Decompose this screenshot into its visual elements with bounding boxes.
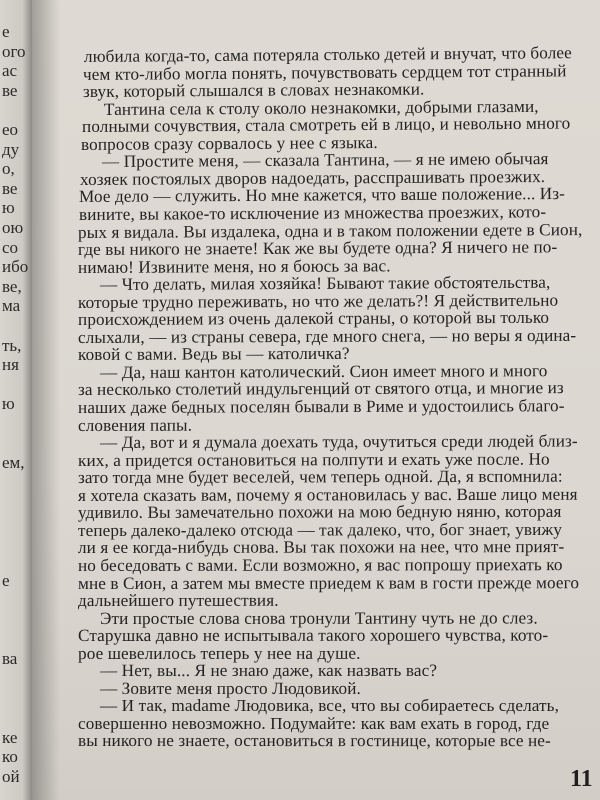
text-line: за несколько столетий индульгенций от святого отца, и многие из bbox=[77, 378, 564, 400]
adjacent-page-fragment: ю bbox=[2, 198, 15, 218]
adjacent-page-fragment: ва bbox=[2, 649, 18, 669]
text-line: — Да, вот и я думала доехать туда, очутиться среди людей близ- bbox=[99, 431, 578, 453]
text-line: хозяек постоялых дворов надоедать, расспрашивать проезжих. bbox=[79, 166, 545, 189]
adjacent-page-fragment: о, bbox=[2, 159, 15, 179]
adjacent-page-edge bbox=[0, 0, 32, 800]
text-line: вините, вы какое-то исключение из множества проезжих, кото- bbox=[78, 202, 546, 224]
text-line: чем кто-либо могла понять, почувствовать сердцем тот странный bbox=[83, 60, 567, 84]
text-line: рых я видала. Вы издалека, одна и в таком положении едете в Сион, bbox=[77, 219, 583, 242]
text-line: Эти простые слова снова тронули Тантину чуть не до слез. bbox=[99, 608, 538, 628]
text-line: — Да, наш кантон католический. Сион имеет много и много bbox=[99, 361, 548, 382]
text-line: слыхали, — из страны севера, где много снега, — но веры я одина- bbox=[77, 325, 577, 347]
text-line: где вы никого не знаете! Как же вы будете одна? Я ничего не по- bbox=[77, 237, 558, 260]
text-line: звук, который слышался в словах незнакомки. bbox=[82, 79, 425, 102]
adjacent-page-fragment: е bbox=[2, 570, 10, 590]
text-line: — Что делать, милая хозяйка! Бывают такие обстоятельства, bbox=[99, 272, 551, 295]
adjacent-page-fragment: ть, bbox=[2, 335, 22, 355]
text-line: словения папы. bbox=[77, 415, 193, 435]
adjacent-page-fragment: ой bbox=[2, 766, 20, 786]
adjacent-page-fragment: ве bbox=[2, 178, 18, 198]
text-line: ковой с вами. Ведь вы — католичка? bbox=[77, 344, 350, 365]
text-line: зато тогда мне будет веселей, чем теперь одной. Да, я вспомнила: bbox=[77, 466, 563, 488]
adjacent-page-fragment: ко bbox=[2, 747, 18, 767]
text-line: вы никого не знаете, остановиться в гостинице, которые все не- bbox=[77, 731, 551, 751]
text-line: мне в Сион, а затем мы вместе приедем к вам в гости прежде моего bbox=[77, 572, 580, 593]
text-line: Мое дело — служить. Но мне кажется, что ваше положение... Из- bbox=[79, 184, 566, 207]
adjacent-page-fragment: ду bbox=[2, 139, 20, 159]
adjacent-page-fragment: ого bbox=[2, 41, 26, 61]
page-number: 11 bbox=[570, 766, 593, 792]
text-line: удивило. Вы замечательно похожи на мою бедную няню, которая bbox=[77, 502, 562, 523]
text-line: — И так, madame Людовика, все, что вы собираетесь сделать, bbox=[99, 696, 560, 716]
adjacent-page-fragment: ас bbox=[2, 61, 18, 81]
text-line: — Нет, вы... Я не знаю даже, как назвать вас? bbox=[99, 661, 438, 681]
adjacent-page-fragment: ем, bbox=[2, 453, 25, 473]
adjacent-page-fragment: ня bbox=[2, 355, 19, 375]
adjacent-page-fragment: ке bbox=[2, 727, 18, 747]
adjacent-page-fragment: ма bbox=[2, 296, 21, 316]
text-line: — Простите меня, — сказала Тантина, — я не имею обычая bbox=[102, 149, 549, 172]
text-line: дальнейшего путешествия. bbox=[77, 590, 279, 611]
text-line: любила когда-то, сама потеряла столько детей и внучат, что более bbox=[83, 43, 572, 66]
book-page bbox=[32, 0, 600, 800]
text-line: вопросов сразу сорвалось у нее с языка. bbox=[80, 132, 378, 154]
adjacent-page-fragment: ю bbox=[2, 394, 15, 414]
text-line: теперь далеко-далеко отсюда — так далеко, что, бог знает, увижу bbox=[77, 519, 563, 540]
adjacent-page-fragment: е bbox=[2, 22, 10, 41]
text-line: я хотела сказать вам, почему я остановилась у вас. Ваше лицо меня bbox=[77, 484, 578, 505]
adjacent-page-fragment: ве, bbox=[2, 276, 22, 296]
text-line: рое шевелилось теперь у нее на душе. bbox=[77, 643, 361, 663]
text-line: — Зовите меня просто Людовикой. bbox=[99, 678, 361, 698]
text-line: Старушка давно не испытывала такого хорошего чувства, кото- bbox=[77, 625, 549, 646]
text-line: совершенно невозможно. Подумайте: как вам ехать в город, где bbox=[77, 713, 550, 733]
text-line: нимаю! Извините меня, но я боюсь за вас. bbox=[77, 255, 391, 277]
text-line: происхождением из очень далекой страны, о которой вы только bbox=[77, 308, 550, 330]
adjacent-page-fragment: ео bbox=[2, 120, 19, 139]
text-line: Тантина села к столу около незнакомки, добрыми глазами, bbox=[104, 96, 539, 119]
adjacent-page-fragment: ою bbox=[2, 218, 24, 237]
text-line: полными сочувствия, стала смотреть ей в лицо, и невольно много bbox=[81, 113, 570, 137]
text-line: ли я ее когда-нибудь снова. Вы так похожи на нее, что мне прият- bbox=[77, 537, 565, 558]
text-line: но беседовать с вами. Если возможно, я вас попрошу приехать ко bbox=[77, 555, 563, 575]
adjacent-page-fragment: со bbox=[2, 237, 19, 257]
text-line: ких, а придется остановиться на полпути и ехать уже после. Но bbox=[77, 449, 550, 470]
text-line: наших даже бедных поселян бывали в Риме и удостоились благо- bbox=[77, 396, 565, 417]
text-line: которые трудно переживать, но что же делать?! Я действительно bbox=[77, 290, 559, 312]
adjacent-page-fragment: ве bbox=[2, 80, 18, 100]
adjacent-page-fragment: ибо bbox=[2, 257, 29, 277]
